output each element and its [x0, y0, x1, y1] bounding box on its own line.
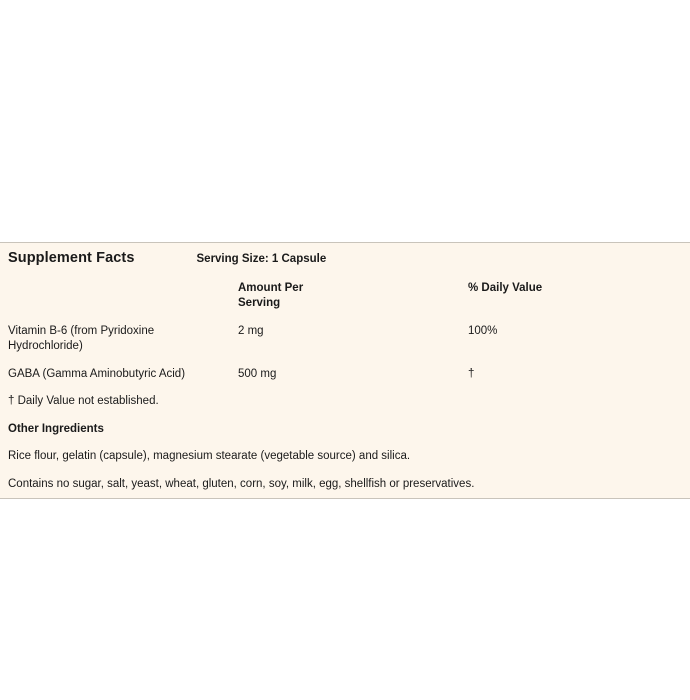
daily-value-footnote: † Daily Value not established.: [0, 388, 690, 416]
other-ingredients-text: Rice flour, gelatin (capsule), magnesium stearate (vegetable source) and silica.: [0, 443, 690, 471]
nutrient-name: GABA (Gamma Aminobutyric Acid): [0, 361, 230, 389]
table-header-row: [0, 275, 690, 318]
allergen-statement-text: Contains no sugar, salt, yeast, wheat, gluten, corn, soy, milk, egg, shellfish or preservatives.: [0, 471, 690, 499]
header-amount-line1: Amount Per: [238, 281, 304, 294]
other-ingredients-row: [0, 443, 690, 471]
nutrient-daily-value: †: [460, 361, 690, 389]
table-row: [0, 361, 690, 389]
nutrient-daily-value: 100%: [460, 318, 690, 361]
allergen-statement-row: [0, 471, 690, 499]
page-title: Supplement Facts: [8, 250, 135, 266]
header-amount-line2: Serving: [238, 297, 281, 310]
header-amount-per-serving: [230, 275, 460, 318]
nutrient-amount: 2 mg: [230, 318, 460, 361]
table-row: [0, 318, 690, 361]
serving-size-label: Serving Size: 1 Capsule: [196, 253, 327, 265]
title-cell: [0, 243, 690, 275]
header-nutrient-blank: [0, 275, 230, 318]
table-title-row: [0, 243, 690, 275]
header-daily-value: % Daily Value: [460, 275, 690, 318]
supplement-facts-table: [0, 243, 690, 498]
daily-value-footnote-row: [0, 388, 690, 416]
nutrient-name: Vitamin B-6 (from Pyridoxine Hydrochloride): [0, 318, 230, 361]
other-ingredients-heading-row: [0, 416, 690, 444]
other-ingredients-heading: Other Ingredients: [0, 416, 690, 444]
nutrient-amount: 500 mg: [230, 361, 460, 389]
supplement-facts-panel: [0, 242, 690, 499]
